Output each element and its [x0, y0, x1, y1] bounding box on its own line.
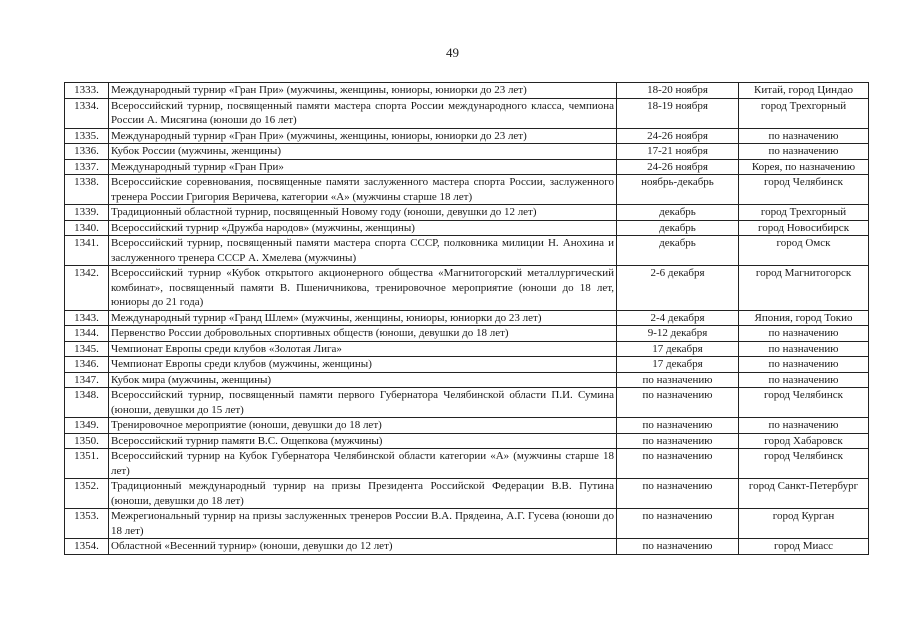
event-place-cell: по назначению	[739, 341, 869, 357]
row-number-cell: 1348.	[65, 388, 109, 418]
event-place-cell: по назначению	[739, 144, 869, 160]
event-date-cell: по назначению	[617, 372, 739, 388]
event-place-cell: город Трехгорный	[739, 98, 869, 128]
event-name-cell: Всероссийский турнир «Кубок открытого акционерного общества «Магнитогорский металлургический комбинат», посвященный памяти В. Пшеничникова, тренировочное мероприятие (юноши до 18 лет, юниоры до 21 года)	[109, 266, 617, 311]
page-number: 49	[446, 45, 459, 60]
table-row	[65, 236, 869, 266]
row-number-cell: 1333.	[65, 83, 109, 99]
event-date-cell: 2-4 декабря	[617, 310, 739, 326]
row-number-cell: 1341.	[65, 236, 109, 266]
event-name-cell: Первенство России добровольных спортивных обществ (юноши, девушки до 18 лет)	[109, 326, 617, 342]
event-date-cell: 9-12 декабря	[617, 326, 739, 342]
row-number-cell: 1337.	[65, 159, 109, 175]
event-name-cell: Международный турнир «Гранд Шлем» (мужчины, женщины, юниоры, юниорки до 23 лет)	[109, 310, 617, 326]
event-place-cell: город Челябинск	[739, 175, 869, 205]
event-place-cell: город Магнитогорск	[739, 266, 869, 311]
event-place-cell: Корея, по назначению	[739, 159, 869, 175]
event-date-cell: 17 декабря	[617, 341, 739, 357]
event-date-cell: по назначению	[617, 449, 739, 479]
table-row	[65, 98, 869, 128]
event-date-cell: по назначению	[617, 433, 739, 449]
event-name-cell: Традиционный областной турнир, посвященный Новому году (юноши, девушки до 12 лет)	[109, 205, 617, 221]
event-date-cell: по назначению	[617, 418, 739, 434]
row-number-cell: 1350.	[65, 433, 109, 449]
table-row	[65, 341, 869, 357]
event-place-cell: город Челябинск	[739, 449, 869, 479]
event-date-cell: по назначению	[617, 509, 739, 539]
event-date-cell: 18-20 ноября	[617, 83, 739, 99]
table-row	[65, 326, 869, 342]
event-place-cell: по назначению	[739, 418, 869, 434]
table-row	[65, 159, 869, 175]
event-name-cell: Всероссийский турнир на Кубок Губернатора Челябинской области категории «А» (мужчины старше 18 лет)	[109, 449, 617, 479]
event-place-cell: Япония, город Токио	[739, 310, 869, 326]
row-number-cell: 1352.	[65, 479, 109, 509]
row-number-cell: 1354.	[65, 539, 109, 555]
event-date-cell: по назначению	[617, 388, 739, 418]
table-row	[65, 509, 869, 539]
event-name-cell: Всероссийский турнир памяти В.С. Ощепкова (мужчины)	[109, 433, 617, 449]
events-table-body	[65, 83, 869, 555]
event-name-cell: Чемпионат Европы среди клубов «Золотая Лига»	[109, 341, 617, 357]
event-name-cell: Кубок мира (мужчины, женщины)	[109, 372, 617, 388]
event-name-cell: Международный турнир «Гран При»	[109, 159, 617, 175]
event-name-cell: Всероссийский турнир, посвященный памяти мастера спорта России международного класса, чемпиона России А. Мисягина (юноши до 16 лет)	[109, 98, 617, 128]
table-row	[65, 479, 869, 509]
event-place-cell: город Курган	[739, 509, 869, 539]
event-name-cell: Международный турнир «Гран При» (мужчины, женщины, юниоры, юниорки до 23 лет)	[109, 128, 617, 144]
event-name-cell: Международный турнир «Гран При» (мужчины, женщины, юниоры, юниорки до 23 лет)	[109, 83, 617, 99]
row-number-cell: 1347.	[65, 372, 109, 388]
event-name-cell: Областной «Весенний турнир» (юноши, девушки до 12 лет)	[109, 539, 617, 555]
event-place-cell: по назначению	[739, 357, 869, 373]
table-row	[65, 539, 869, 555]
event-name-cell: Традиционный международный турнир на призы Президента Российской Федерации В.В. Путина (юноши, девушки до 18 лет)	[109, 479, 617, 509]
event-name-cell: Кубок России (мужчины, женщины)	[109, 144, 617, 160]
event-name-cell: Всероссийские соревнования, посвященные памяти заслуженного мастера спорта России, заслуженного тренера России Григория Веричева, категории «А» (мужчины старше 18 лет)	[109, 175, 617, 205]
row-number-cell: 1344.	[65, 326, 109, 342]
table-row	[65, 144, 869, 160]
event-place-cell: город Челябинск	[739, 388, 869, 418]
table-row	[65, 433, 869, 449]
row-number-cell: 1346.	[65, 357, 109, 373]
event-date-cell: декабрь	[617, 220, 739, 236]
event-place-cell: город Санкт-Петербург	[739, 479, 869, 509]
row-number-cell: 1334.	[65, 98, 109, 128]
event-date-cell: 24-26 ноября	[617, 128, 739, 144]
table-row	[65, 83, 869, 99]
table-row	[65, 220, 869, 236]
event-place-cell: Китай, город Циндао	[739, 83, 869, 99]
event-date-cell: 17-21 ноября	[617, 144, 739, 160]
event-name-cell: Всероссийский турнир, посвященный памяти мастера спорта СССР, полковника милиции Н. Анохина и заслуженного тренера СССР А. Хмелева (мужчины)	[109, 236, 617, 266]
table-row	[65, 449, 869, 479]
event-place-cell: по назначению	[739, 326, 869, 342]
row-number-cell: 1349.	[65, 418, 109, 434]
event-date-cell: декабрь	[617, 205, 739, 221]
event-name-cell: Чемпионат Европы среди клубов (мужчины, женщины)	[109, 357, 617, 373]
row-number-cell: 1339.	[65, 205, 109, 221]
table-row	[65, 388, 869, 418]
row-number-cell: 1342.	[65, 266, 109, 311]
event-name-cell: Межрегиональный турнир на призы заслуженных тренеров России В.А. Прядеина, А.Г. Гусева (юноши до 18 лет)	[109, 509, 617, 539]
event-date-cell: 17 декабря	[617, 357, 739, 373]
table-row	[65, 372, 869, 388]
table-row	[65, 175, 869, 205]
event-place-cell: город Миасс	[739, 539, 869, 555]
table-row	[65, 418, 869, 434]
row-number-cell: 1340.	[65, 220, 109, 236]
table-row	[65, 357, 869, 373]
event-place-cell: город Омск	[739, 236, 869, 266]
row-number-cell: 1338.	[65, 175, 109, 205]
row-number-cell: 1353.	[65, 509, 109, 539]
event-date-cell: по назначению	[617, 539, 739, 555]
events-table	[64, 82, 869, 555]
event-date-cell: 2-6 декабря	[617, 266, 739, 311]
event-place-cell: город Трехгорный	[739, 205, 869, 221]
table-row	[65, 128, 869, 144]
table-row	[65, 310, 869, 326]
event-place-cell: город Хабаровск	[739, 433, 869, 449]
event-date-cell: декабрь	[617, 236, 739, 266]
event-place-cell: город Новосибирск	[739, 220, 869, 236]
row-number-cell: 1345.	[65, 341, 109, 357]
row-number-cell: 1351.	[65, 449, 109, 479]
event-date-cell: 18-19 ноября	[617, 98, 739, 128]
event-date-cell: ноябрь-декабрь	[617, 175, 739, 205]
event-place-cell: по назначению	[739, 128, 869, 144]
row-number-cell: 1335.	[65, 128, 109, 144]
event-name-cell: Всероссийский турнир, посвященный памяти первого Губернатора Челябинской области П.И. Сумина (юноши, девушки до 15 лет)	[109, 388, 617, 418]
event-name-cell: Всероссийский турнир «Дружба народов» (мужчины, женщины)	[109, 220, 617, 236]
event-date-cell: по назначению	[617, 479, 739, 509]
table-row	[65, 205, 869, 221]
row-number-cell: 1343.	[65, 310, 109, 326]
event-date-cell: 24-26 ноября	[617, 159, 739, 175]
row-number-cell: 1336.	[65, 144, 109, 160]
table-row	[65, 266, 869, 311]
event-name-cell: Тренировочное мероприятие (юноши, девушки до 18 лет)	[109, 418, 617, 434]
event-place-cell: по назначению	[739, 372, 869, 388]
